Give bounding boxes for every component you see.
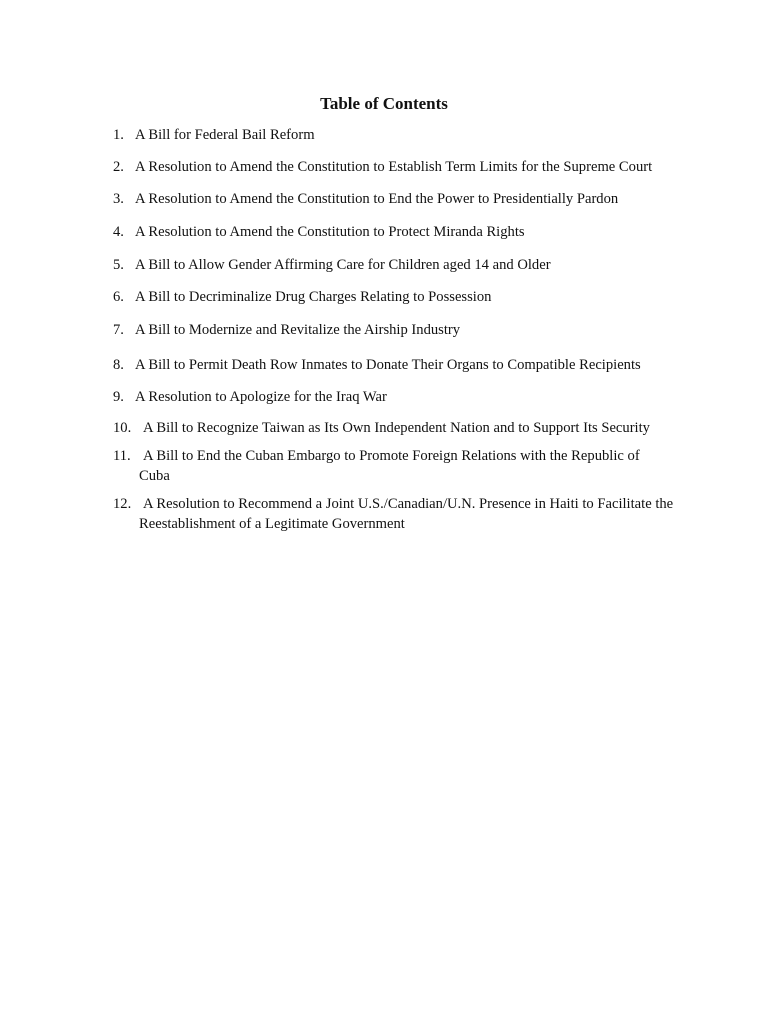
page-title: Table of Contents — [320, 94, 448, 113]
toc-item-number: 1. — [113, 127, 124, 143]
toc-item-text: A Resolution to Amend the Constitution to Protect Miranda Rights — [135, 224, 525, 240]
toc-item-number: 5. — [113, 257, 124, 273]
toc-item-text: A Bill to Recognize Taiwan as Its Own Independent Nation and to Support Its Security — [143, 420, 650, 436]
toc-item-text: A Bill to Modernize and Revitalize the Airship Industry — [135, 322, 461, 338]
toc-item-text: A Bill to Allow Gender Affirming Care for Children aged 14 and Older — [135, 257, 551, 273]
toc-item-text: A Bill to Decriminalize Drug Charges Relating to Possession — [135, 289, 492, 305]
toc-item-text: A Bill for Federal Bail Reform — [135, 127, 315, 143]
toc-item-number: 2. — [113, 159, 124, 175]
toc-item-text: A Resolution to Recommend a Joint U.S./Canadian/U.N. Presence in Haiti to Facilitate the Reestablishment of a Legitimate Government — [139, 496, 674, 532]
toc-item-number: 10. — [113, 420, 132, 436]
toc-item-number: 4. — [113, 224, 124, 240]
toc-item-number: 3. — [113, 191, 124, 207]
toc-item-text: A Resolution to Apologize for the Iraq War — [135, 389, 387, 405]
toc-item-text: A Resolution to Amend the Constitution to Establish Term Limits for the Supreme Court — [135, 159, 653, 175]
toc-item-text: A Resolution to Amend the Constitution to End the Power to Presidentially Pardon — [135, 191, 619, 207]
toc-item-number: 12. — [113, 496, 132, 512]
toc-item-number: 7. — [113, 322, 124, 338]
toc-item-text: A Bill to Permit Death Row Inmates to Donate Their Organs to Compatible Recipients — [135, 357, 641, 373]
toc-item-number: 8. — [113, 357, 124, 373]
toc-item-number: 11. — [113, 448, 131, 464]
toc-item-number: 6. — [113, 289, 124, 305]
toc-item-number: 9. — [113, 389, 124, 405]
toc-item-text: A Bill to End the Cuban Embargo to Promote Foreign Relations with the Republic of Cuba — [139, 448, 640, 484]
